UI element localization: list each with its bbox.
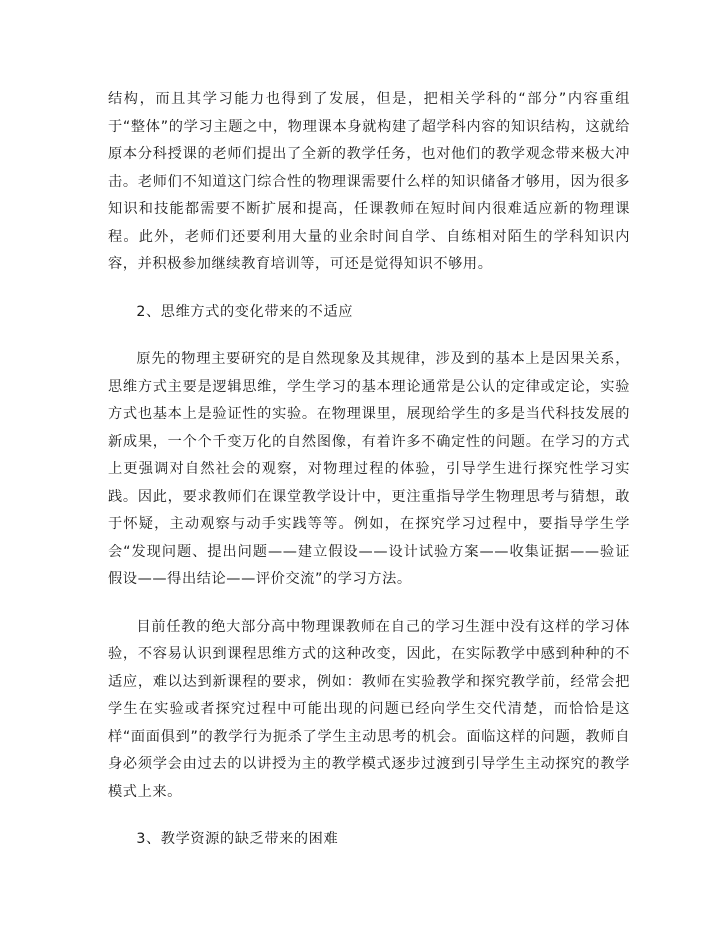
body-paragraph-2: 原先的物理主要研究的是自然现象及其规律，涉及到的基本上是因果关系，思维方式主要是逻辑思维，学生学习的基本理论通常是公认的定律或定论，实验方式也基本上是验证性的实验。在物理课里，展现给学生的多是当代科技发展的新成果，一个个千变万化的自然图像，有着许多不确定性的问题。在学习的方式上更强调对自然社会的观察，对物理过程的体验，引导学生进行探究性学习实践。因此，要求教师们在课堂教学设计中，更注重指导学生物理思考与猜想，敢于怀疑，主动观察与动手实践等等。例如，在探究学习过程中，要指导学生学会“发现问题、提出问题——建立假设——设计试验方案——收集证据——验证假设——得出结论——评价交流”的学习方法。 bbox=[108, 351, 630, 587]
body-paragraph-3: 目前任教的绝大部分高中物理课教师在自己的学习生涯中没有这样的学习体验，不容易认识到课程思维方式的这种改变，因此，在实际教学中感到种种的不适应，难以达到新课程的要求，例如：教师在实验教学和探究教学前，经常会把学生在实验或者探究过程中可能出现的问题已经向学生交代清楚，而恰恰是这样“面面俱到”的教学行为扼杀了学生主动思考的机会。面临这样的问题，教师自身必须学会由过去的以讲授为主的教学模式逐步过渡到引导学生主动探究的教学模式上来。 bbox=[108, 618, 630, 800]
body-paragraph-1: 结构，而且其学习能力也得到了发展，但是，把相关学科的“部分”内容重组于“整体”的学习主题之中，物理课本身就构建了超学科内容的知识结构，这就给原本分科授课的老师们提出了全新的教学任务，也对他们的教学观念带来极大冲击。老师们不知道这门综合性的物理课需要什么样的知识储备才够用，因为很多知识和技能都需要不断扩展和提高，任课教师在短时间内很难适应新的物理课程。此外，老师们还要利用大量的业余时间自学、自练相对陌生的学科知识内容，并积极参加继续教育培训等，可还是觉得知识不够用。 bbox=[108, 91, 630, 272]
section-heading-2: 2、思维方式的变化带来的不适应 bbox=[136, 303, 354, 320]
section-heading-3: 3、教学资源的缺乏带来的困难 bbox=[136, 831, 339, 847]
document-body bbox=[108, 86, 630, 874]
